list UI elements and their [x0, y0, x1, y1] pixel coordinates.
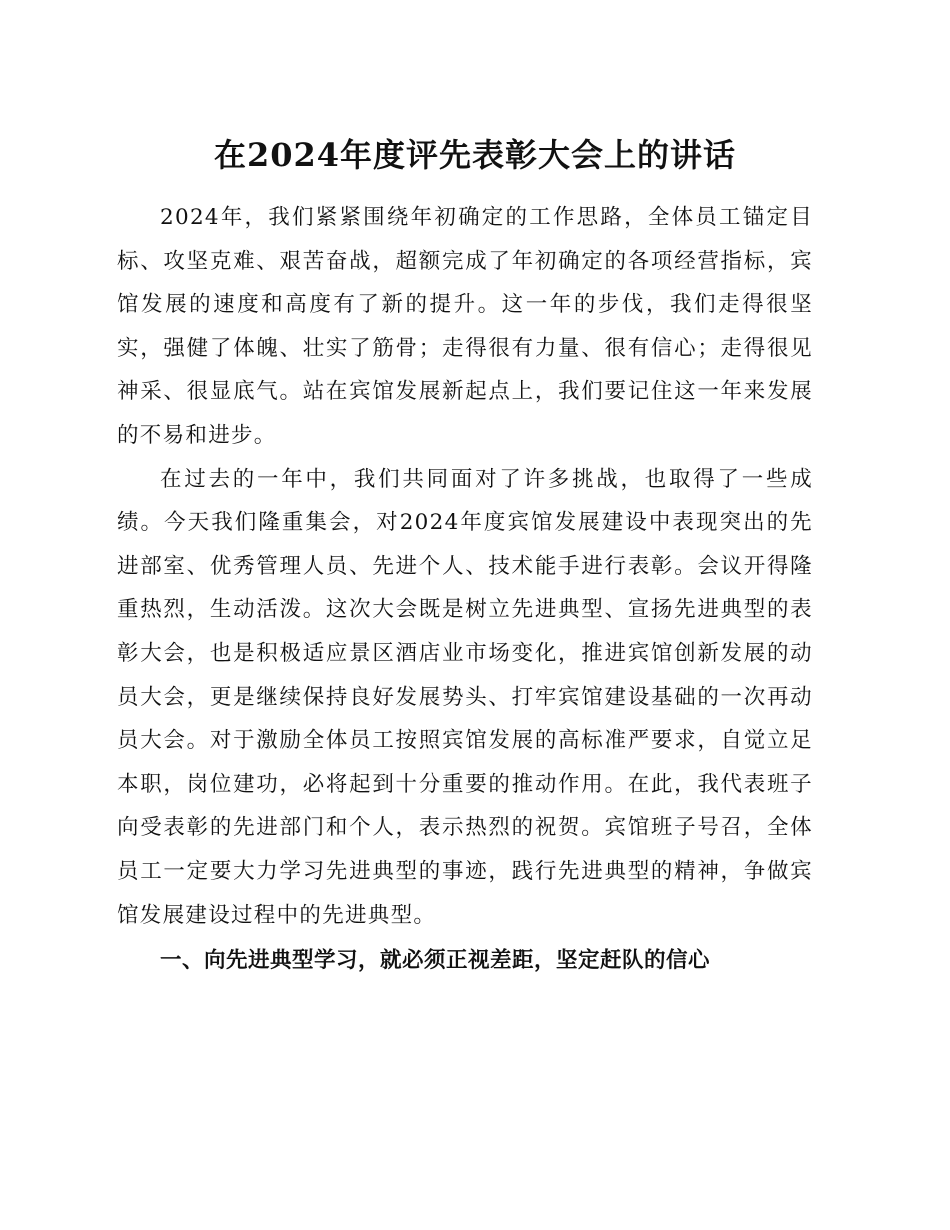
document-body	[117, 196, 813, 983]
section-heading-1: 一、向先进典型学习，就必须正视差距，坚定赶队的信心	[160, 948, 711, 974]
paragraph-2: 在过去的一年中，我们共同面对了许多挑战，也取得了一些成绩。今天我们隆重集会，对2024年度宾馆发展建设中表现突出的先进部室、优秀管理人员、先进个人、技术能手进行表彰。会议开得隆重热烈，生动活泼。这次大会既是树立先进典型、宣扬先进典型的表彰大会，也是积极适应景区酒店业市场变化，推进宾馆创新发展的动员大会，更是继续保持良好发展势头、打牢宾馆建设基础的一次再动员大会。对于激励全体员工按照宾馆发展的高标准严要求，自觉立足本职，岗位建功，必将起到十分重要的推动作用。在此，我代表班子向受表彰的先进部门和个人，表示热烈的祝贺。宾馆班子号召，全体员工一定要大力学习先进典型的事迹，践行先进典型的精神，争做宾馆发展建设过程中的先进典型。	[117, 466, 813, 928]
document-title: 在2024年度评先表彰大会上的讲话	[213, 136, 737, 174]
paragraph-1: 2024年，我们紧紧围绕年初确定的工作思路，全体员工锚定目标、攻坚克难、艰苦奋战，超额完成了年初确定的各项经营指标，宾馆发展的速度和高度有了新的提升。这一年的步伐，我们走得很坚实，强健了体魄、壮实了筋骨；走得很有力量、很有信心；走得很见神采、很显底气。站在宾馆发展新起点上，我们要记住这一年来发展的不易和进步。	[117, 205, 813, 448]
